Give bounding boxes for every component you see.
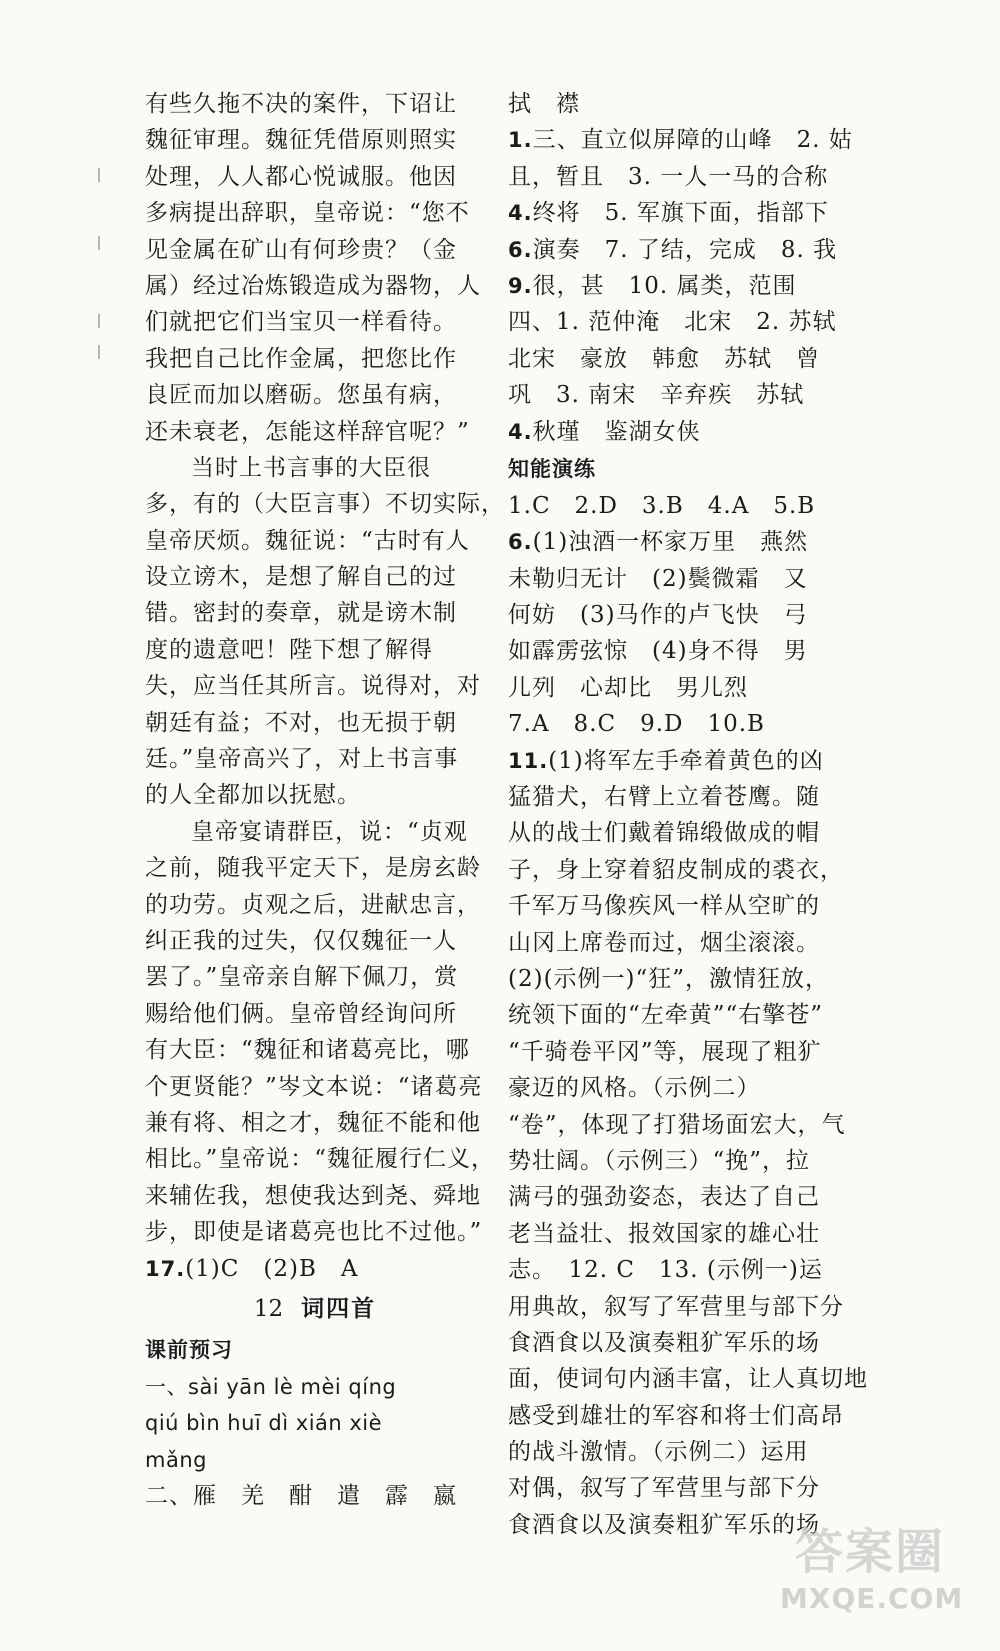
binding-mark — [98, 168, 100, 182]
line-text: 豪迈的风格。（示例二） — [508, 1075, 761, 1102]
item-number: 9. — [508, 273, 533, 298]
text-line — [145, 705, 485, 741]
text-line — [145, 923, 485, 959]
line-text: 见金属在矿山有何珍贵？（金 — [145, 236, 457, 263]
watermark-logo-text: 答案圈 — [794, 1524, 945, 1580]
line-text: 演奏 7. 了结，完成 8. 我 — [532, 236, 838, 263]
text-line — [145, 850, 485, 886]
section-name: 词四首 — [301, 1295, 377, 1322]
line-text: (2)(示例一)“狂”，激情狂放， — [508, 965, 830, 992]
line-text: 皇帝宴请群臣，说：“贞观 — [191, 818, 468, 845]
line-text: 何妨 (3)马作的卢飞快 弓 — [508, 602, 808, 629]
line-text: 面，使词句内涵丰富，让人真切地 — [508, 1366, 868, 1393]
text-line — [145, 959, 485, 995]
text-line — [508, 961, 848, 997]
line-text: 当时上书言事的大臣很 — [191, 454, 431, 481]
binding-mark — [98, 345, 100, 359]
line-text: “卷”，体现了打猎场面宏大，气 — [508, 1111, 846, 1138]
text-line — [145, 86, 485, 122]
text-line — [145, 486, 505, 522]
line-text: 的功劳。贞观之后，进献忠言， — [145, 891, 481, 918]
line-text: 秋瑾 鉴湖女侠 — [532, 418, 701, 445]
text-line — [508, 341, 848, 377]
text-line — [508, 1398, 848, 1434]
text-line — [145, 595, 485, 631]
text-line — [508, 1034, 848, 1070]
line-text: 未勒归无计 (2)鬓微霜 又 — [508, 565, 808, 592]
text-line — [508, 633, 848, 669]
line-text: 子，身上穿着貂皮制成的裘衣， — [508, 856, 844, 883]
line-text: (1)将军左手牵着黄色的凶 — [548, 747, 824, 774]
item-number: 6. — [508, 237, 533, 262]
line-text: 属）经过冶炼锻造成为器物，人 — [145, 272, 481, 299]
line-text: 来辅佐我，想使我达到尧、舜地 — [145, 1182, 481, 1209]
binding-mark — [98, 314, 100, 328]
text-line — [508, 1289, 848, 1325]
item-number: 11. — [508, 748, 549, 773]
text-line — [145, 1141, 496, 1177]
line-text: 廷。”皇帝高兴了，对上书言事 — [145, 746, 459, 773]
answer-text-right-bottom — [508, 488, 868, 1543]
text-line — [145, 304, 485, 340]
text-line — [145, 1178, 485, 1214]
text-line — [508, 524, 848, 560]
line-text: 朝廷有益；不对，也无损于朝 — [145, 709, 457, 736]
line-text: 有些久拖不决的案件，下诏让 — [145, 91, 457, 117]
text-line — [145, 195, 485, 231]
line-text: 用典故，叙写了军营里与部下分 — [508, 1293, 844, 1320]
text-line — [145, 741, 485, 777]
text-line — [145, 632, 485, 668]
text-line — [508, 377, 848, 413]
text-line — [145, 996, 485, 1032]
text-line — [508, 195, 848, 231]
text-line — [145, 341, 485, 377]
item-number: 17. — [145, 1256, 186, 1281]
watermark-url: MXQE.COM — [780, 1582, 964, 1615]
text-line — [508, 1107, 848, 1143]
text-line — [508, 597, 848, 633]
text-line — [508, 706, 848, 742]
line-text: “千骑卷平冈”等，展现了粗犷 — [508, 1038, 822, 1065]
text-line — [145, 232, 485, 268]
text-line — [145, 1105, 485, 1141]
line-text: 步，即使是诸葛亮也比不过他。” — [145, 1219, 483, 1246]
line-text: 志。 12. C 13. (示例一)运 — [508, 1257, 823, 1284]
line-text: 个更贤能？”岑文本说：“诸葛亮 — [145, 1073, 483, 1100]
text-line — [145, 268, 485, 304]
line-text: 7.A 8.C 9.D 10.B — [508, 711, 765, 738]
text-line — [508, 1325, 848, 1361]
line-text: 如霹雳弦惊 (4)身不得 男 — [508, 638, 808, 665]
line-text: 兼有将、相之才，魏征不能和他 — [145, 1109, 481, 1136]
pinyin-line: mǎng — [145, 1447, 207, 1472]
left-column — [145, 86, 505, 1514]
line-text: 势壮阔。（示例三）“挽”，拉 — [508, 1147, 811, 1174]
characters-line: 二、雁 羌 酣 遣 霹 嬴 — [145, 1483, 457, 1510]
text-line — [508, 488, 848, 524]
line-text: 山冈上席卷而过，烟尘滚滚。 — [508, 929, 820, 956]
line-text: 我把自己比作金属，把您比作 — [145, 345, 457, 372]
text-line — [508, 815, 848, 851]
line-text: 度的遗意吧！陛下想了解得 — [145, 636, 433, 663]
text-line — [145, 777, 485, 813]
text-line — [508, 1470, 848, 1506]
line-text: (1)C (2)B A — [185, 1255, 359, 1282]
text-line — [145, 414, 485, 450]
line-text: 多，有的（大臣言事）不切实际， — [145, 491, 505, 518]
text-line — [508, 159, 848, 195]
text-line — [508, 304, 848, 340]
pinyin-line: qiú bìn huī dì xián xiè — [145, 1411, 383, 1436]
line-text: 多病提出辞职，皇帝说：“您不 — [145, 200, 470, 227]
line-text: 纠正我的过失，仅仅魏征一人 — [145, 927, 457, 954]
text-line — [508, 997, 848, 1033]
text-line — [145, 1214, 485, 1250]
line-text: (1)浊酒一杯家万里 燕然 — [532, 529, 809, 556]
text-line — [508, 561, 848, 597]
line-text: 儿列 心却比 男儿烈 — [508, 674, 748, 701]
line-text: 皇帝厌烦。魏征说：“古时有人 — [145, 527, 470, 554]
line-text: 三、直立似屏障的山峰 2. 姑 — [532, 127, 853, 154]
text-line — [508, 779, 848, 815]
text-line — [508, 1179, 848, 1215]
text-line — [145, 159, 485, 195]
line-text: 对偶，叙写了军营里与部下分 — [508, 1475, 820, 1502]
line-text: 老当益壮、报效国家的雄心壮 — [508, 1220, 820, 1247]
line-text: 猛猎犬，右臂上立着苍鹰。随 — [508, 784, 820, 811]
line-text: 感受到雄壮的军容和将士们高昂 — [508, 1402, 844, 1429]
line-text: 赐给他们俩。皇帝曾经询问所 — [145, 1000, 457, 1027]
line-text: 巩 3. 南宋 辛弃疾 苏轼 — [508, 382, 805, 409]
item-number: 6. — [508, 530, 533, 555]
text-line — [508, 1143, 848, 1179]
line-text: 有大臣：“魏征和诸葛亮比，哪 — [145, 1037, 470, 1064]
line-text: 1.C 2.D 3.B 4.A 5.B — [508, 492, 816, 519]
text-line — [145, 1032, 485, 1068]
line-text: 设立谤木，是想了解自己的过 — [145, 564, 457, 591]
answer-text-left — [145, 86, 505, 1287]
practice-heading: 知能演练 — [508, 456, 596, 481]
binding-mark — [98, 236, 100, 250]
line-text: 的人全都加以抚慰。 — [145, 782, 361, 809]
line-text: 满弓的强劲姿态，表达了自己 — [508, 1184, 820, 1211]
text-line — [508, 743, 848, 779]
section-number: 12 — [253, 1295, 284, 1322]
line-text: 相比。”皇帝说：“魏征履行仁义， — [145, 1146, 496, 1173]
text-line — [145, 668, 485, 704]
item-number: 1. — [508, 128, 533, 153]
text-line — [508, 268, 848, 304]
text-line — [145, 887, 485, 923]
text-line — [508, 122, 853, 158]
text-line — [508, 925, 848, 961]
watermark-logo — [780, 1513, 964, 1633]
text-line — [508, 232, 848, 268]
pinyin-line: 一、sài yān lè mèi qíng — [145, 1374, 397, 1399]
line-text: 还未衰老，怎能这样辞官呢？” — [145, 418, 470, 445]
text-line — [508, 1216, 848, 1252]
line-text: 之前，随我平定天下，是房玄龄 — [145, 855, 481, 882]
text-line — [145, 814, 485, 850]
text-line — [145, 559, 485, 595]
text-line — [145, 1069, 485, 1105]
text-line — [508, 670, 848, 706]
line-text: 终将 5. 军旗下面，指部下 — [532, 200, 829, 227]
line-text: 的战斗激情。（示例二）运用 — [508, 1439, 809, 1466]
line-text: 北宋 豪放 韩愈 苏轼 曾 — [508, 345, 820, 372]
text-line — [508, 1434, 848, 1470]
text-line — [145, 450, 485, 486]
text-line — [145, 122, 485, 158]
line-text: 千军万马像疾风一样从空旷的 — [508, 893, 820, 920]
text-line — [508, 414, 848, 450]
text-line — [145, 377, 485, 413]
line-text: 处理，人人都心悦诚服。他因 — [145, 163, 457, 190]
text-line — [508, 1070, 848, 1106]
text-line — [508, 1252, 848, 1288]
text-line — [145, 523, 485, 559]
line-text: 四、1. 范仲淹 北宋 2. 苏轼 — [508, 309, 837, 336]
right-column — [508, 86, 868, 1543]
text-line — [508, 1361, 868, 1397]
item-number: 4. — [508, 419, 533, 444]
line-text: 且，暂且 3. 一人一马的合称 — [508, 163, 829, 190]
line-text: 拭 襟 — [508, 91, 580, 117]
line-text: 很，甚 10. 属类，范围 — [532, 272, 797, 299]
line-text: 从的战士们戴着锦缎做成的帽 — [508, 820, 820, 847]
answer-text-right-top — [508, 86, 853, 450]
item-number: 4. — [508, 201, 533, 226]
preview-heading: 课前预习 — [145, 1337, 233, 1362]
line-text: 统领下面的“左牵黄”“右擎苍” — [508, 1002, 824, 1029]
line-text: 食酒食以及演奏粗犷军乐的场 — [508, 1329, 820, 1356]
line-text: 良匠而加以磨砺。您虽有病， — [145, 382, 457, 409]
line-text: 罢了。”皇帝亲自解下佩刀，赏 — [145, 964, 459, 991]
text-line — [508, 852, 848, 888]
line-text: 食酒食以及演奏粗犷军乐的场 — [508, 1511, 820, 1538]
line-text: 魏征审理。魏征凭借原则照实 — [145, 127, 457, 154]
line-text: 们就把它们当宝贝一样看待。 — [145, 309, 457, 336]
section-title — [145, 1287, 485, 1331]
line-text: 失，应当任其所言。说得对，对 — [145, 673, 481, 700]
text-line — [145, 1251, 485, 1287]
text-line — [508, 86, 848, 122]
text-line — [508, 888, 848, 924]
line-text: 错。密封的奏章，就是谤木制 — [145, 600, 457, 627]
